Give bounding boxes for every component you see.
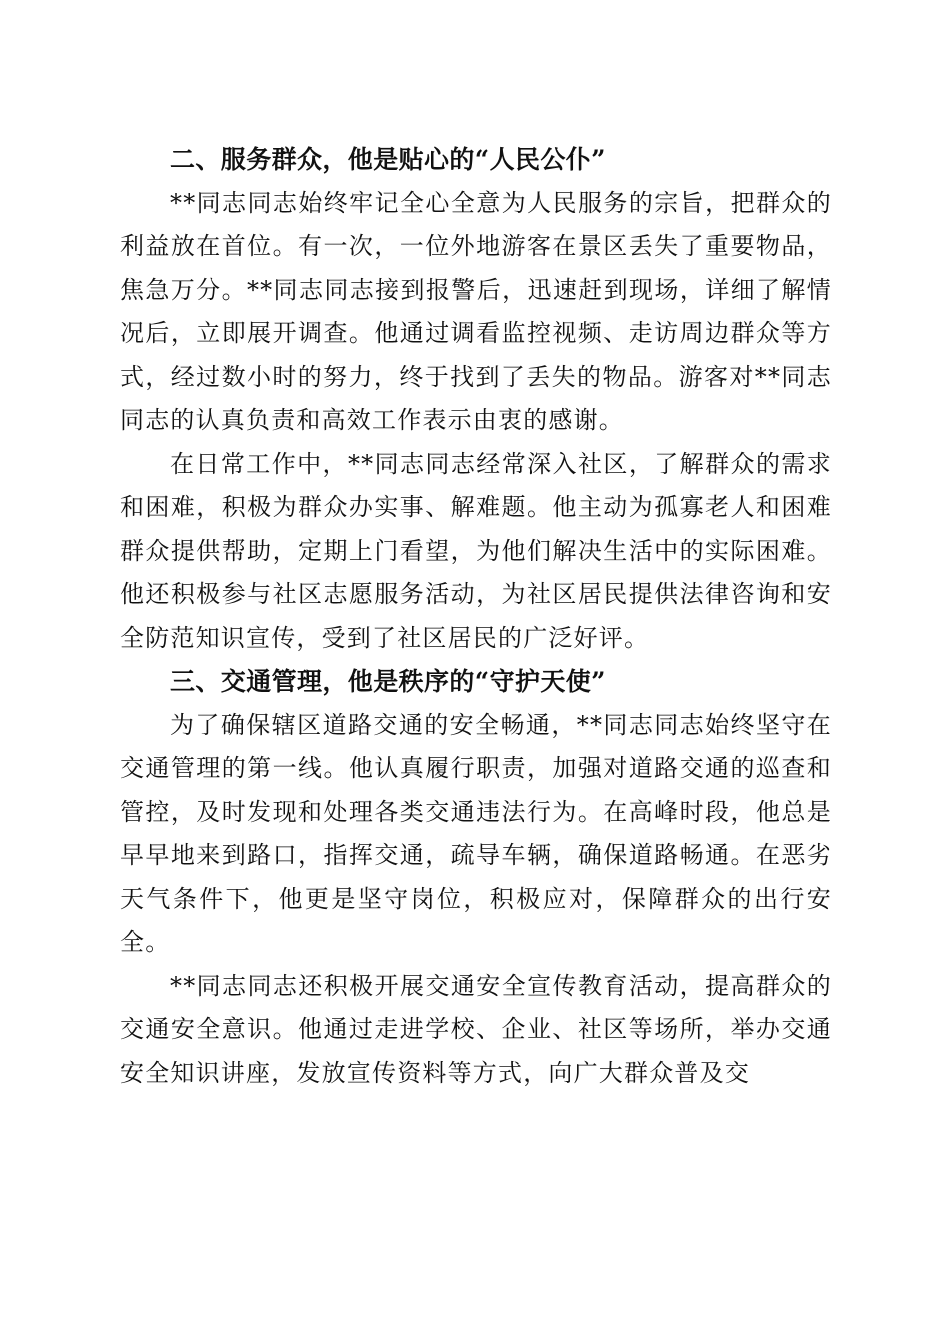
paragraph-traffic-management: 为了确保辖区道路交通的安全畅通，**同志同志始终坚守在交通管理的第一线。他认真履行职责，加强对道路交通的巡查和管控，及时发现和处理各类交通违法行为。在高峰时段，他总是早早地来到路口，指挥交通，疏导车辆，确保道路畅通。在恶劣天气条件下，他更是坚守岗位，积极应对，保障群众的出行安全。 [120,710,832,956]
document-body [120,138,832,1095]
paragraph-community-work: 在日常工作中，**同志同志经常深入社区，了解群众的需求和困难，积极为群众办实事、解难题。他主动为孤寡老人和困难群众提供帮助，定期上门看望，为他们解决生活中的实际困难。他还积极参与社区志愿服务活动，为社区居民提供法律咨询和安全防范知识宣传，受到了社区居民的广泛好评。 [120,449,832,652]
paragraph-traffic-education: **同志同志还积极开展交通安全宣传教育活动，提高群众的交通安全意识。他通过走进学校、企业、社区等场所，举办交通安全知识讲座，发放宣传资料等方式，向广大群众普及交 [120,971,832,1087]
section-heading-service: 二、服务群众，他是贴心的“人民公仆” [170,145,606,174]
section-heading-traffic: 三、交通管理，他是秩序的“守护天使” [170,667,606,696]
paragraph-lost-item-story: **同志同志始终牢记全心全意为人民服务的宗旨，把群众的利益放在首位。有一次，一位外地游客在景区丢失了重要物品，焦急万分。**同志同志接到报警后，迅速赶到现场，详细了解情况后，立即展开调查。他通过调看监控视频、走访周边群众等方式，经过数小时的努力，终于找到了丢失的物品。游客对**同志同志的认真负责和高效工作表示由衷的感谢。 [120,188,832,434]
